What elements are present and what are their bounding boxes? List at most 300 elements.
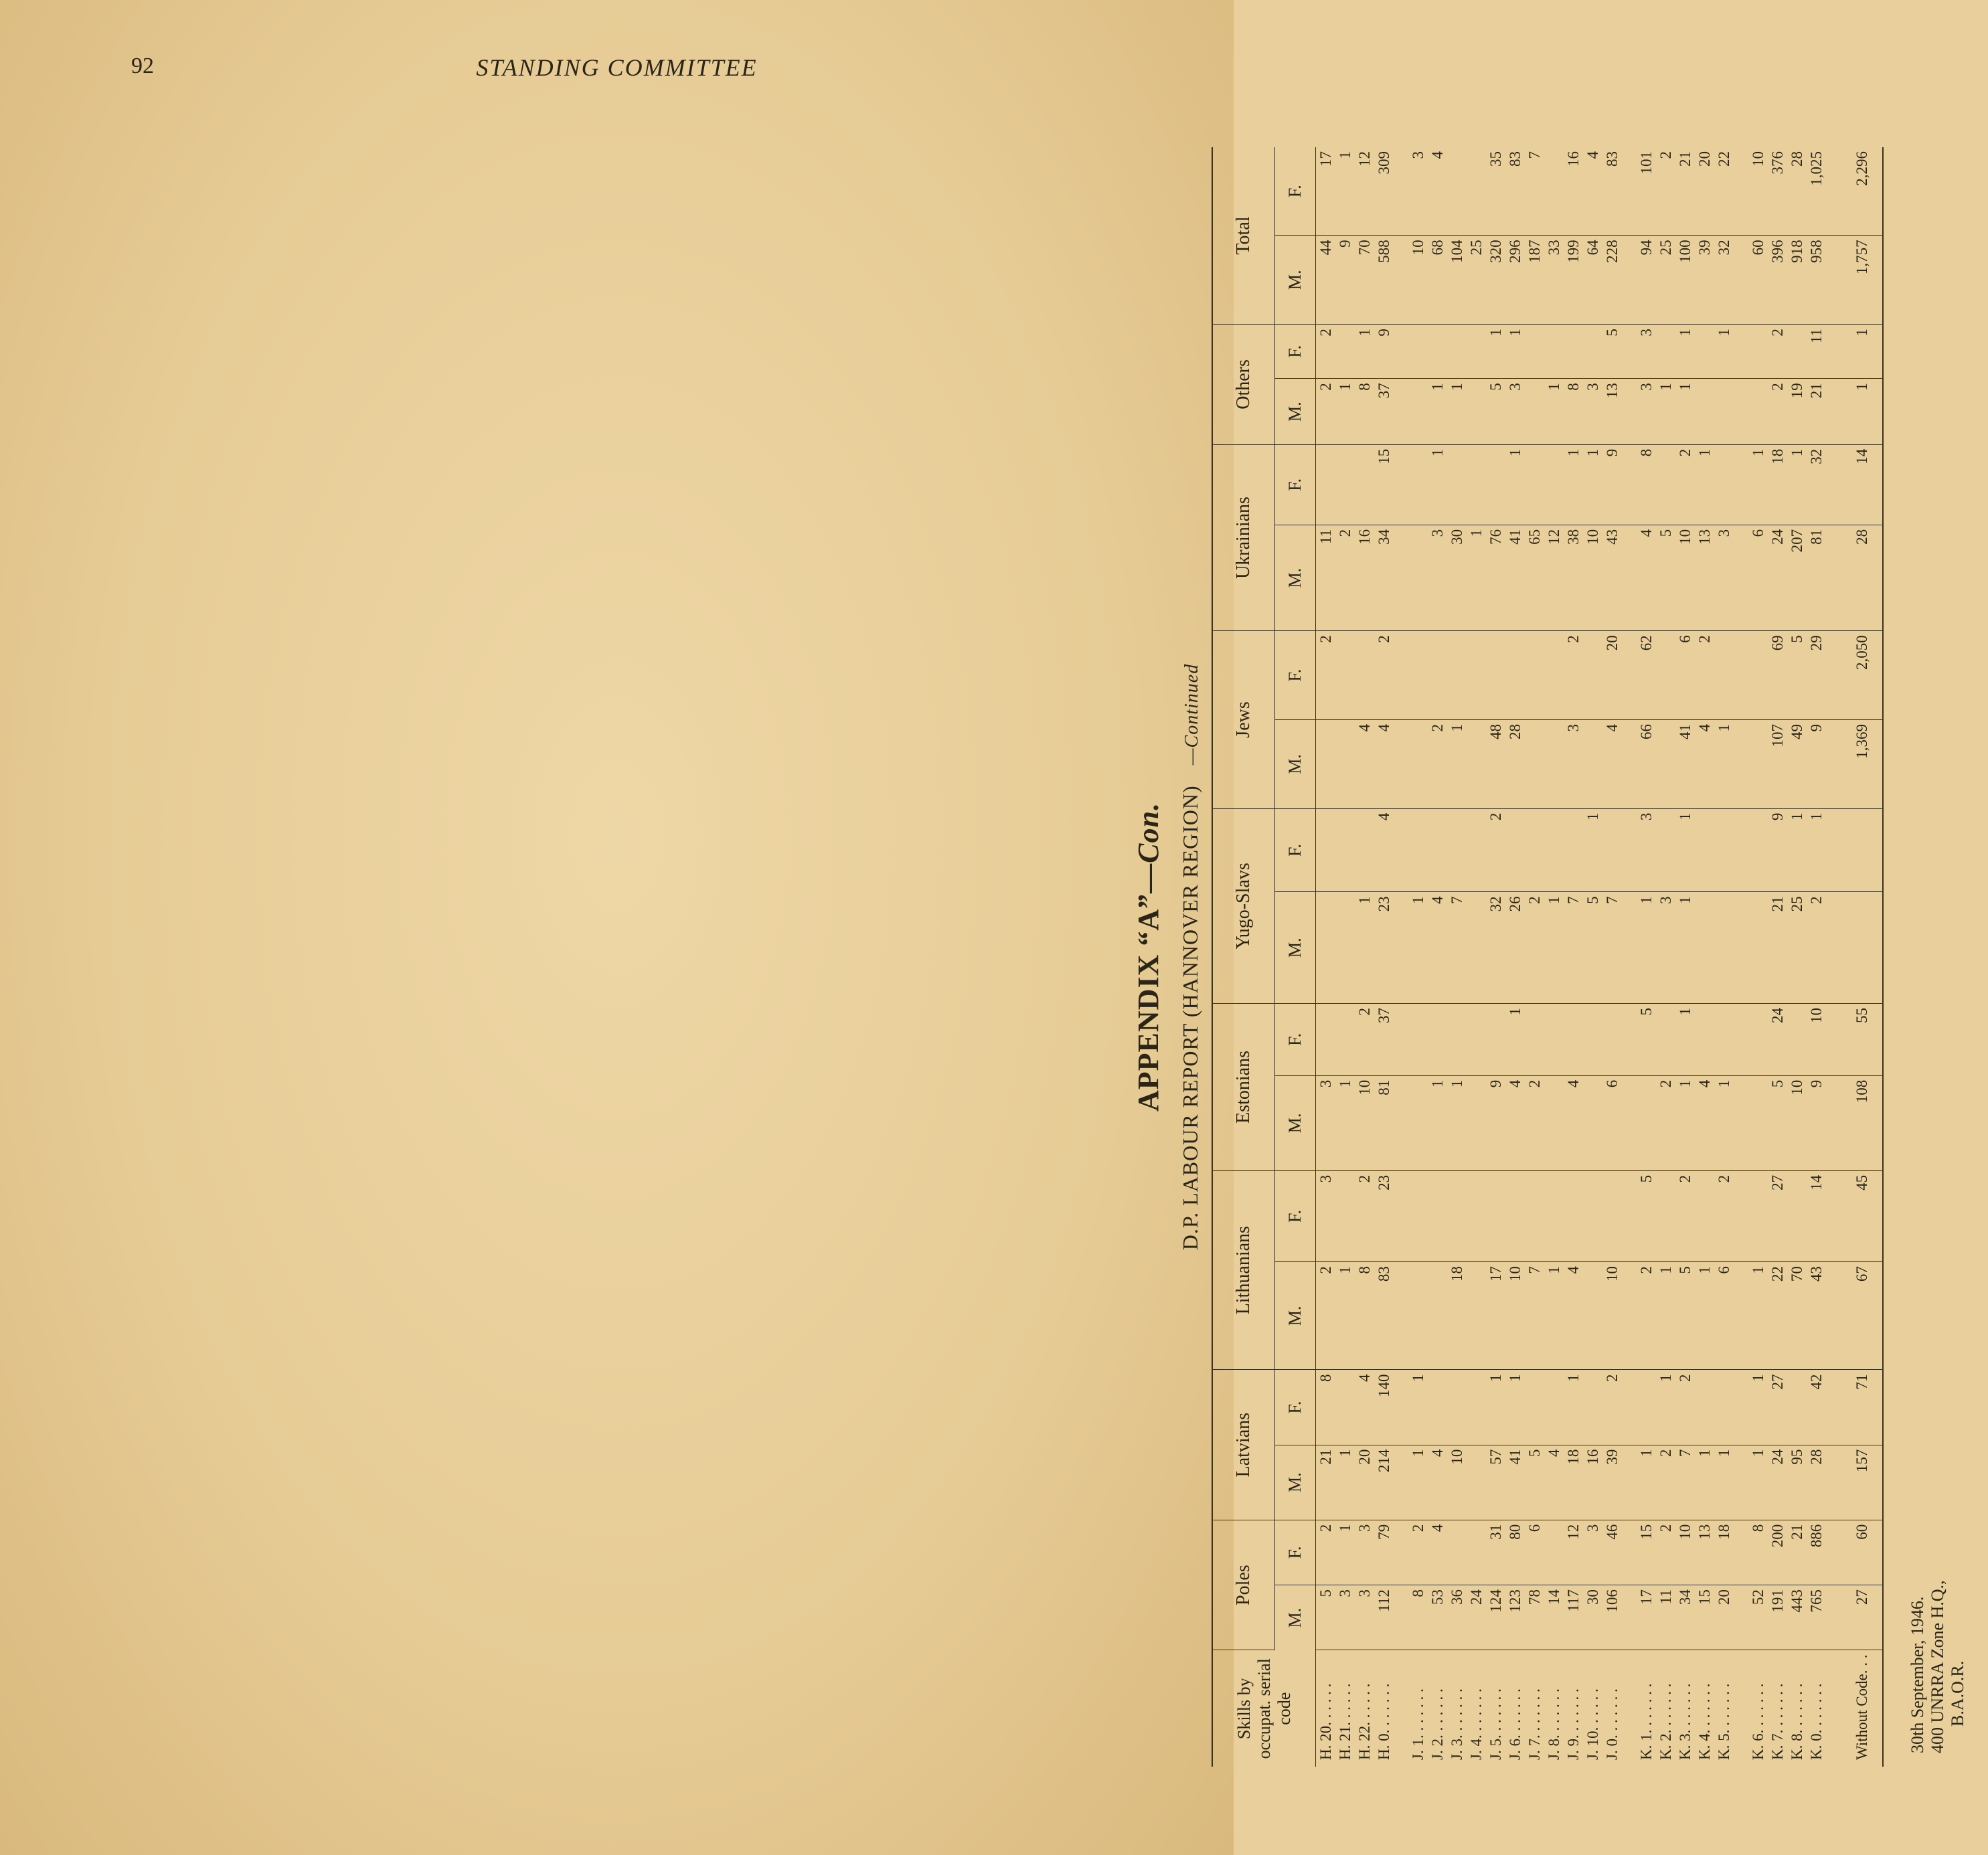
value-cell: 15 <box>1695 1585 1714 1650</box>
spacer-cell <box>1826 1370 1841 1445</box>
value-cell: 28 <box>1841 525 1883 630</box>
value-cell: 2 <box>1656 1445 1675 1520</box>
value-cell: 12 <box>1564 1520 1583 1585</box>
value-cell <box>1408 1170 1428 1261</box>
value-cell: 78 <box>1525 1585 1544 1650</box>
code-cell: J. 6. . . . . . . <box>1507 1688 1523 1760</box>
spacer-cell <box>1826 236 1841 325</box>
value-cell: 207 <box>1787 525 1807 630</box>
value-cell: 309 <box>1374 147 1394 236</box>
value-cell: 376 <box>1768 147 1787 236</box>
value-cell: 24 <box>1467 1585 1486 1650</box>
value-cell <box>1656 1004 1675 1076</box>
value-cell <box>1486 631 1505 720</box>
value-cell <box>1748 1004 1768 1076</box>
spacer-cell <box>1622 525 1637 630</box>
value-cell: 1 <box>1447 1075 1467 1170</box>
value-cell: 918 <box>1787 236 1807 325</box>
value-cell: 28 <box>1807 1445 1826 1520</box>
value-cell: 1 <box>1544 892 1564 1004</box>
spacer-cell <box>1826 631 1841 720</box>
group-header-estonians: Estonians <box>1212 1004 1275 1171</box>
value-cell: 4 <box>1428 1445 1447 1520</box>
value-cell: 1 <box>1748 1262 1768 1370</box>
spacer-cell <box>1826 379 1841 444</box>
table-body <box>1316 147 1884 1767</box>
code-cell: K. 8. . . . . . . <box>1789 1683 1805 1760</box>
spacer-row <box>1734 147 1748 1767</box>
value-cell: 5 <box>1675 1262 1695 1370</box>
value-cell: 3 <box>1583 379 1602 444</box>
value-cell <box>1428 631 1447 720</box>
value-cell: 1 <box>1335 379 1355 444</box>
value-cell: 13 <box>1602 379 1622 444</box>
value-cell: 1 <box>1637 1445 1656 1520</box>
value-cell: 4 <box>1355 719 1374 808</box>
value-cell: 4 <box>1428 147 1447 236</box>
value-cell <box>1525 1170 1544 1261</box>
code-cell: J. 5. . . . . . . <box>1487 1688 1504 1760</box>
value-cell <box>1787 1170 1807 1261</box>
value-cell <box>1714 1004 1734 1076</box>
value-cell: 24 <box>1768 1004 1787 1076</box>
value-cell: 1 <box>1505 325 1525 379</box>
code-cell: K. 2. . . . . . . <box>1657 1683 1674 1760</box>
spacer-cell <box>1394 1170 1408 1261</box>
value-cell: 69 <box>1768 631 1787 720</box>
value-cell: 124 <box>1486 1585 1505 1650</box>
value-cell: 3 <box>1637 325 1656 379</box>
female-subheader: F. <box>1275 1520 1316 1585</box>
value-cell <box>1564 1170 1583 1261</box>
spacer-cell <box>1734 1075 1748 1170</box>
value-cell <box>1467 147 1486 236</box>
code-cell: J. 4. . . . . . . <box>1468 1688 1485 1760</box>
spacer-cell <box>1622 631 1637 720</box>
female-subheader: F. <box>1275 444 1316 525</box>
value-cell: 25 <box>1467 236 1486 325</box>
value-cell <box>1467 631 1486 720</box>
value-cell: 112 <box>1374 1585 1394 1650</box>
value-cell: 26 <box>1505 892 1525 1004</box>
value-cell <box>1335 444 1355 525</box>
value-cell: 18 <box>1447 1262 1467 1370</box>
value-cell: 31 <box>1486 1520 1505 1585</box>
value-cell <box>1787 325 1807 379</box>
appendix-title-main: APPENDIX “A”— <box>1132 863 1165 1112</box>
value-cell <box>1505 631 1525 720</box>
value-cell: 2 <box>1525 892 1544 1004</box>
value-cell: 2 <box>1316 1520 1336 1585</box>
female-subheader: F. <box>1275 1370 1316 1445</box>
code-cell: K. 7. . . . . . . <box>1769 1683 1786 1760</box>
value-cell <box>1467 1520 1486 1585</box>
code-column-header: Skills by occupat. serial code <box>1212 1650 1316 1767</box>
value-cell: 106 <box>1602 1585 1622 1650</box>
value-cell: 18 <box>1564 1445 1583 1520</box>
spacer-cell <box>1826 1075 1841 1170</box>
female-subheader: F. <box>1275 147 1316 236</box>
value-cell <box>1602 1170 1622 1261</box>
value-cell: 4 <box>1564 1075 1583 1170</box>
value-cell <box>1447 631 1467 720</box>
value-cell: 16 <box>1564 147 1583 236</box>
spacer-cell <box>1734 1520 1748 1585</box>
value-cell: 5 <box>1768 1075 1787 1170</box>
group-header-latvians: Latvians <box>1212 1370 1275 1520</box>
value-cell: 1 <box>1428 379 1447 444</box>
value-cell <box>1637 1370 1656 1445</box>
value-cell: 18 <box>1768 444 1787 525</box>
value-cell: 38 <box>1564 525 1583 630</box>
value-cell <box>1525 379 1544 444</box>
value-cell: 36 <box>1447 1585 1467 1650</box>
value-cell: 1 <box>1714 325 1734 379</box>
value-cell: 7 <box>1525 1262 1544 1370</box>
value-cell <box>1714 631 1734 720</box>
value-cell <box>1408 631 1428 720</box>
value-cell: 3 <box>1505 379 1525 444</box>
value-cell: 443 <box>1787 1585 1807 1650</box>
value-cell <box>1525 808 1544 892</box>
value-cell <box>1467 1262 1486 1370</box>
spacer-cell <box>1394 719 1408 808</box>
spacer-cell <box>1734 379 1748 444</box>
value-cell: 34 <box>1374 525 1394 630</box>
value-cell: 70 <box>1355 236 1374 325</box>
value-cell: 1 <box>1505 1004 1525 1076</box>
male-subheader: M. <box>1275 525 1316 630</box>
value-cell: 5 <box>1486 379 1505 444</box>
spacer-cell <box>1826 1262 1841 1370</box>
value-cell: 5 <box>1656 525 1675 630</box>
code-cell: J. 1. . . . . . . <box>1410 1688 1426 1760</box>
value-cell: 10 <box>1583 525 1602 630</box>
table-row <box>1748 147 1768 1767</box>
value-cell: 19 <box>1787 379 1807 444</box>
value-cell: 765 <box>1807 1585 1826 1650</box>
value-cell: 20 <box>1695 147 1714 236</box>
value-cell: 1 <box>1748 444 1768 525</box>
value-cell: 4 <box>1637 525 1656 630</box>
value-cell <box>1428 808 1447 892</box>
value-cell: 107 <box>1768 719 1787 808</box>
value-cell <box>1656 719 1675 808</box>
value-cell: 1 <box>1695 1262 1714 1370</box>
value-cell: 4 <box>1544 1445 1564 1520</box>
value-cell <box>1714 1370 1734 1445</box>
value-cell: 1 <box>1675 1004 1695 1076</box>
table-row <box>1486 147 1505 1767</box>
value-cell: 21 <box>1768 892 1787 1004</box>
value-cell: 117 <box>1564 1585 1583 1650</box>
spacer-cell <box>1622 1520 1637 1585</box>
table-row <box>1374 147 1394 1767</box>
value-cell: 23 <box>1374 892 1394 1004</box>
value-cell: 191 <box>1768 1585 1787 1650</box>
code-cell: J. 0. . . . . . . <box>1604 1688 1621 1760</box>
value-cell: 25 <box>1656 236 1675 325</box>
spacer-cell <box>1826 325 1841 379</box>
value-cell: 1 <box>1335 1262 1355 1370</box>
value-cell: 11 <box>1316 525 1336 630</box>
value-cell: 27 <box>1768 1170 1787 1261</box>
value-cell <box>1408 1262 1428 1370</box>
value-cell <box>1656 325 1675 379</box>
value-cell <box>1544 1520 1564 1585</box>
code-cell: K. 3. . . . . . . <box>1677 1683 1693 1760</box>
value-cell <box>1408 808 1428 892</box>
value-cell: 32 <box>1486 892 1505 1004</box>
value-cell <box>1544 1004 1564 1076</box>
value-cell: 101 <box>1637 147 1656 236</box>
value-cell: 320 <box>1486 236 1505 325</box>
spacer-cell <box>1734 147 1748 236</box>
appendix-title-con: Con. <box>1132 802 1165 863</box>
spacer-cell <box>1394 1262 1408 1370</box>
value-cell: 3 <box>1714 525 1734 630</box>
table-row <box>1637 147 1656 1767</box>
value-cell: 41 <box>1675 719 1695 808</box>
value-cell: 27 <box>1841 1585 1883 1650</box>
value-cell: 44 <box>1316 236 1336 325</box>
value-cell <box>1335 631 1355 720</box>
value-cell <box>1841 808 1883 892</box>
table-row <box>1428 147 1447 1767</box>
value-cell <box>1355 631 1374 720</box>
value-cell: 1 <box>1428 1075 1447 1170</box>
value-cell: 65 <box>1525 525 1544 630</box>
value-cell <box>1335 1004 1355 1076</box>
value-cell <box>1408 379 1428 444</box>
value-cell <box>1447 444 1467 525</box>
table-row <box>1335 147 1355 1767</box>
value-cell: 17 <box>1486 1262 1505 1370</box>
value-cell: 41 <box>1505 1445 1525 1520</box>
value-cell: 53 <box>1428 1585 1447 1650</box>
value-cell: 1 <box>1675 808 1695 892</box>
female-subheader: F. <box>1275 325 1316 379</box>
value-cell <box>1583 1004 1602 1076</box>
value-cell: 4 <box>1355 1370 1374 1445</box>
value-cell: 30 <box>1583 1585 1602 1650</box>
value-cell <box>1656 1170 1675 1261</box>
value-cell: 1 <box>1486 325 1505 379</box>
value-cell: 2,050 <box>1841 631 1883 720</box>
spacer-cell <box>1734 236 1748 325</box>
spacer-cell <box>1734 1262 1748 1370</box>
value-cell: 10 <box>1787 1075 1807 1170</box>
female-subheader: F. <box>1275 808 1316 892</box>
value-cell: 2 <box>1807 892 1826 1004</box>
value-cell: 1 <box>1841 325 1883 379</box>
spacer-cell <box>1394 1585 1408 1650</box>
value-cell: 5 <box>1583 892 1602 1004</box>
value-cell: 10 <box>1675 525 1695 630</box>
value-cell <box>1505 808 1525 892</box>
spacer-cell <box>1826 1650 1841 1767</box>
value-cell: 83 <box>1374 1262 1394 1370</box>
value-cell: 70 <box>1787 1262 1807 1370</box>
value-cell <box>1748 1075 1768 1170</box>
value-cell <box>1695 1370 1714 1445</box>
value-cell: 2 <box>1355 1004 1374 1076</box>
value-cell: 15 <box>1374 444 1394 525</box>
value-cell: 7 <box>1525 147 1544 236</box>
spacer-cell <box>1622 444 1637 525</box>
code-cell: K. 1. . . . . . . <box>1638 1683 1655 1760</box>
female-subheader: F. <box>1275 1170 1316 1261</box>
value-cell <box>1714 379 1734 444</box>
value-cell: 2 <box>1714 1170 1734 1261</box>
value-cell: 1 <box>1408 892 1428 1004</box>
male-subheader: M. <box>1275 719 1316 808</box>
value-cell: 1 <box>1355 325 1374 379</box>
value-cell: 1 <box>1335 1520 1355 1585</box>
value-cell: 8 <box>1564 379 1583 444</box>
male-subheader: M. <box>1275 892 1316 1004</box>
value-cell <box>1335 325 1355 379</box>
spacer-cell <box>1734 1650 1748 1767</box>
value-cell: 3 <box>1316 1075 1336 1170</box>
value-cell: 1 <box>1714 1445 1734 1520</box>
value-cell: 5 <box>1787 631 1807 720</box>
value-cell <box>1428 325 1447 379</box>
value-cell: 1 <box>1467 525 1486 630</box>
spacer-cell <box>1826 1520 1841 1585</box>
table-row <box>1355 147 1374 1767</box>
value-cell: 29 <box>1807 631 1826 720</box>
code-cell: J. 7. . . . . . . <box>1526 1688 1543 1760</box>
value-cell <box>1544 325 1564 379</box>
value-cell <box>1544 1075 1564 1170</box>
code-cell: K. 0. . . . . . . <box>1808 1683 1825 1760</box>
male-subheader: M. <box>1275 236 1316 325</box>
table-row <box>1768 147 1787 1767</box>
value-cell: 22 <box>1768 1262 1787 1370</box>
value-cell <box>1447 1004 1467 1076</box>
value-cell: 60 <box>1748 236 1768 325</box>
value-cell <box>1583 1170 1602 1261</box>
value-cell: 94 <box>1637 236 1656 325</box>
value-cell: 24 <box>1768 525 1787 630</box>
spacer-cell <box>1734 808 1748 892</box>
spacer-cell <box>1622 719 1637 808</box>
table-row <box>1505 147 1525 1767</box>
value-cell: 140 <box>1374 1370 1394 1445</box>
value-cell: 22 <box>1714 147 1734 236</box>
spacer-cell <box>1734 719 1748 808</box>
spacer-cell <box>1394 236 1408 325</box>
spacer-row <box>1394 147 1408 1767</box>
sex-subheader-row <box>1275 147 1316 1767</box>
code-cell: H. 20. . . . . . <box>1317 1683 1334 1760</box>
spacer-cell <box>1826 1585 1841 1650</box>
spacer-cell <box>1622 1075 1637 1170</box>
value-cell: 1,369 <box>1841 719 1883 808</box>
value-cell: 2 <box>1675 1370 1695 1445</box>
value-cell: 3 <box>1656 892 1675 1004</box>
table-row <box>1544 147 1564 1767</box>
value-cell: 3 <box>1583 1520 1602 1585</box>
value-cell: 67 <box>1841 1262 1883 1370</box>
value-cell: 81 <box>1807 525 1826 630</box>
value-cell: 2 <box>1656 1075 1675 1170</box>
value-cell <box>1583 719 1602 808</box>
value-cell <box>1656 444 1675 525</box>
code-cell: J. 8. . . . . . . <box>1546 1688 1562 1760</box>
value-cell <box>1467 1370 1486 1445</box>
value-cell: 1 <box>1335 1075 1355 1170</box>
value-cell: 9 <box>1486 1075 1505 1170</box>
value-cell: 13 <box>1695 525 1714 630</box>
table-row <box>1564 147 1583 1767</box>
value-cell: 17 <box>1316 147 1336 236</box>
value-cell: 2 <box>1768 379 1787 444</box>
value-cell: 17 <box>1637 1585 1656 1650</box>
value-cell: 20 <box>1355 1445 1374 1520</box>
value-cell: 14 <box>1544 1585 1564 1650</box>
value-cell: 1 <box>1544 379 1564 444</box>
appendix-subtitle <box>1178 147 1203 1767</box>
value-cell: 2 <box>1316 1262 1336 1370</box>
value-cell: 5 <box>1637 1004 1656 1076</box>
value-cell: 13 <box>1695 1520 1714 1585</box>
value-cell: 43 <box>1807 1262 1826 1370</box>
value-cell: 7 <box>1447 892 1467 1004</box>
value-cell: 2 <box>1656 147 1675 236</box>
code-cell: K. 5. . . . . . . <box>1716 1683 1732 1760</box>
value-cell: 21 <box>1807 379 1826 444</box>
value-cell: 4 <box>1564 1262 1583 1370</box>
value-cell: 9 <box>1807 719 1826 808</box>
value-cell: 10 <box>1675 1520 1695 1585</box>
value-cell <box>1695 808 1714 892</box>
value-cell <box>1467 892 1486 1004</box>
group-header-others: Others <box>1212 325 1275 445</box>
spacer-cell <box>1394 892 1408 1004</box>
value-cell: 9 <box>1768 808 1787 892</box>
value-cell: 21 <box>1675 147 1695 236</box>
spacer-cell <box>1394 1445 1408 1520</box>
value-cell: 3 <box>1564 719 1583 808</box>
value-cell: 4 <box>1428 1520 1447 1585</box>
value-cell: 1 <box>1807 808 1826 892</box>
value-cell: 6 <box>1714 1262 1734 1370</box>
code-cell: K. 6. . . . . . . <box>1750 1683 1766 1760</box>
spacer-cell <box>1622 1004 1637 1076</box>
value-cell: 1 <box>1714 719 1734 808</box>
value-cell: 3 <box>1408 147 1428 236</box>
value-cell: 80 <box>1505 1520 1525 1585</box>
value-cell: 11 <box>1807 325 1826 379</box>
value-cell: 2,296 <box>1841 147 1883 236</box>
value-cell <box>1544 444 1564 525</box>
value-cell <box>1486 444 1505 525</box>
value-cell <box>1695 1004 1714 1076</box>
value-cell: 228 <box>1602 236 1622 325</box>
value-cell: 35 <box>1486 147 1505 236</box>
table-row <box>1787 147 1807 1767</box>
hq-line: 400 UNRRA Zone H.Q., <box>1928 1580 1947 1753</box>
group-header-yugo-slavs: Yugo-Slavs <box>1212 808 1275 1003</box>
value-cell <box>1486 1170 1505 1261</box>
value-cell <box>1525 444 1544 525</box>
value-cell: 21 <box>1787 1520 1807 1585</box>
value-cell: 39 <box>1602 1445 1622 1520</box>
value-cell: 10 <box>1602 1262 1622 1370</box>
value-cell: 8 <box>1355 379 1374 444</box>
